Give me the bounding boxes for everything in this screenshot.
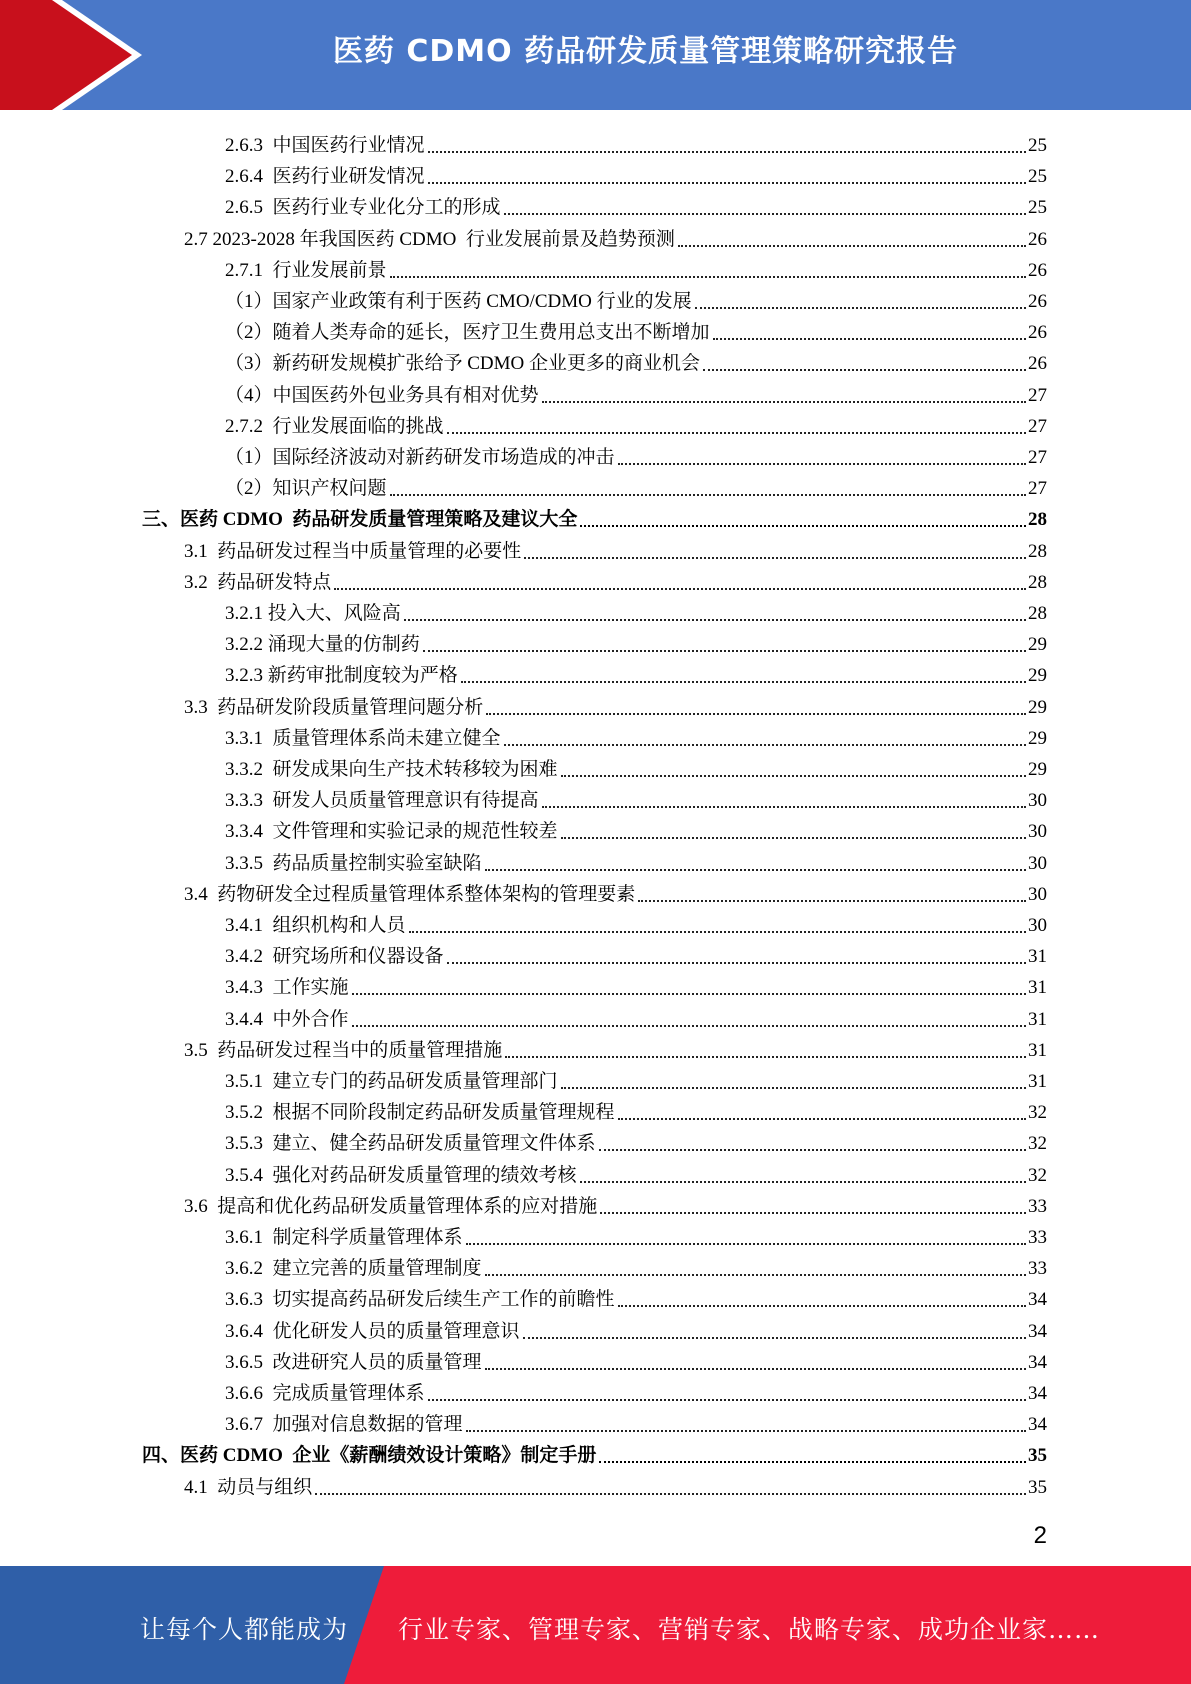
toc-entry[interactable] (225, 1157, 1047, 1187)
toc-entry-page: 31 (1028, 1071, 1047, 1092)
toc-entry-label: 3.2.1 投入大、风险高 (225, 603, 401, 624)
report-title: 医药 CDMO 药品研发质量管理策略研究报告 (332, 34, 959, 69)
toc-leader-dots (580, 525, 1026, 527)
toc-entry-page: 29 (1028, 696, 1047, 718)
toc-leader-dots (352, 1025, 1026, 1027)
toc-leader-dots (423, 650, 1026, 652)
toc-leader-dots (390, 276, 1026, 278)
toc-leader-dots (542, 401, 1026, 403)
toc-entry-page: 29 (1028, 634, 1047, 656)
toc-entry-page: 30 (1028, 821, 1047, 843)
toc-entry-label: 3.6.3 切实提高药品研发后续生产工作的前瞻性 (225, 1289, 615, 1311)
toc-leader-dots (466, 1430, 1026, 1432)
toc-entry-page: 30 (1028, 915, 1047, 936)
toc-entry-page: 27 (1028, 478, 1047, 500)
toc-leader-dots (315, 1493, 1026, 1495)
toc-entry-label: 3.6.2 建立完善的质量管理制度 (225, 1258, 482, 1280)
toc-entry-label: （1）国家产业政策有利于医药 CMO/CDMO 行业的发展 (225, 291, 692, 312)
toc-entry-label: 3.5.2 根据不同阶段制定药品研发质量管理规程 (225, 1102, 615, 1124)
toc-entry[interactable] (225, 252, 1047, 282)
toc-entry-label: 3.5.3 建立、健全药品研发质量管理文件体系 (225, 1133, 596, 1155)
toc-entry[interactable] (225, 408, 1047, 438)
toc-entry-label: 三、医药 CDMO 药品研发质量管理策略及建议大全 (142, 509, 578, 531)
toc-leader-dots (561, 1087, 1026, 1089)
toc-entry-label: 4.1 动员与组织 (184, 1476, 313, 1498)
toc-entry-page: 25 (1028, 197, 1047, 219)
toc-leader-dots (486, 713, 1026, 715)
toc-entry-page: 28 (1028, 603, 1047, 624)
toc-entry-page: 31 (1028, 1008, 1047, 1030)
toc-leader-dots (638, 900, 1026, 902)
toc-leader-dots (713, 338, 1026, 340)
toc-leader-dots (524, 557, 1026, 559)
toc-entry-page: 27 (1028, 384, 1047, 406)
toc-leader-dots (542, 806, 1026, 808)
toc-entry-label: 3.3.5 药品质量控制实验室缺陷 (225, 852, 482, 874)
toc-entry-label: 2.6.5 医药行业专业化分工的形成 (225, 197, 501, 219)
toc-entry-page: 29 (1028, 665, 1047, 687)
toc-entry-label: 3.3.3 研发人员质量管理意识有待提高 (225, 790, 539, 812)
toc-entry-label: 3.2.2 涌现大量的仿制药 (225, 634, 420, 656)
toc-entry-label: 3.3.1 质量管理体系尚未建立健全 (225, 727, 501, 749)
toc-leader-dots (485, 869, 1026, 871)
toc-entry-page: 26 (1028, 228, 1047, 250)
toc-entry-page: 31 (1028, 946, 1047, 968)
toc-entry[interactable] (225, 1125, 1047, 1155)
toc-leader-dots (561, 837, 1026, 839)
toc-leader-dots (505, 1056, 1026, 1058)
toc-entry-page: 32 (1028, 1133, 1047, 1155)
page-footer (0, 1566, 1191, 1684)
toc-entry-page: 25 (1028, 135, 1047, 156)
toc-entry-page: 26 (1028, 259, 1047, 281)
toc-leader-dots (618, 463, 1026, 465)
toc-entry[interactable] (184, 689, 1047, 719)
toc-entry[interactable] (225, 439, 1047, 469)
toc-leader-dots (485, 1368, 1026, 1370)
toc-entry-page: 34 (1028, 1351, 1047, 1373)
toc-entry[interactable] (225, 1281, 1047, 1311)
toc-entry-label: 2.7.2 行业发展面临的挑战 (225, 415, 444, 437)
toc-entry[interactable] (184, 876, 1047, 906)
toc-entry[interactable] (184, 221, 1047, 251)
toc-entry-label: 3.4.4 中外合作 (225, 1008, 349, 1030)
toc-entry-label: 3.6.4 优化研发人员的质量管理意识 (225, 1320, 520, 1342)
toc-entry[interactable] (225, 1375, 1047, 1405)
toc-entry-page: 29 (1028, 759, 1047, 780)
page-number: 2 (1033, 1522, 1047, 1549)
toc-entry[interactable] (225, 782, 1047, 812)
toc-leader-dots (600, 1212, 1026, 1214)
toc-leader-dots (580, 1181, 1026, 1183)
toc-entry-page: 26 (1028, 322, 1047, 344)
toc-entry-page: 34 (1028, 1383, 1047, 1404)
toc-leader-dots (695, 307, 1026, 309)
toc-entry-page: 28 (1028, 540, 1047, 562)
toc-leader-dots (352, 993, 1026, 995)
toc-entry-label: 3.4.1 组织机构和人员 (225, 915, 406, 936)
toc-entry-label: 3.3.4 文件管理和实验记录的规范性较差 (225, 821, 558, 843)
toc-entry-label: （2）知识产权问题 (225, 478, 387, 500)
toc-leader-dots (428, 151, 1026, 153)
toc-entry[interactable] (225, 377, 1047, 407)
toc-entry-page: 27 (1028, 415, 1047, 437)
toc-entry-label: 3.6.5 改进研究人员的质量管理 (225, 1351, 482, 1373)
toc-entry[interactable] (225, 1063, 1047, 1093)
toc-entry[interactable] (225, 283, 1047, 313)
toc-entry[interactable] (184, 533, 1047, 563)
toc-entry-label: 3.6.1 制定科学质量管理体系 (225, 1227, 463, 1248)
toc-entry[interactable] (225, 1001, 1047, 1031)
toc-leader-dots (390, 494, 1026, 496)
toc-entry[interactable] (225, 1219, 1047, 1249)
toc-entry[interactable] (225, 1406, 1047, 1436)
toc-entry-label: 3.2.3 新药审批制度较为严格 (225, 665, 458, 687)
toc-entry-label: 3.5.1 建立专门的药品研发质量管理部门 (225, 1071, 558, 1092)
toc-entry[interactable] (225, 595, 1047, 625)
toc-entry-label: 四、医药 CDMO 企业《薪酬绩效设计策略》制定手册 (142, 1445, 597, 1467)
toc-leader-dots (447, 962, 1026, 964)
toc-entry[interactable] (225, 345, 1047, 375)
toc-entry-page: 32 (1028, 1102, 1047, 1124)
toc-entry[interactable] (142, 1437, 1047, 1467)
toc-entry[interactable] (225, 189, 1047, 219)
toc-entry[interactable] (225, 1344, 1047, 1374)
toc-entry[interactable] (184, 1469, 1047, 1499)
toc-entry-page: 30 (1028, 790, 1047, 812)
toc-leader-dots (485, 1274, 1026, 1276)
toc-entry-label: （2）随着人类寿命的延长，医疗卫生费用总支出不断增加 (225, 322, 710, 344)
toc-entry-label: 3.6.6 完成质量管理体系 (225, 1383, 425, 1404)
toc-leader-dots (599, 1149, 1026, 1151)
toc-leader-dots (561, 775, 1026, 777)
toc-entry-page: 34 (1028, 1320, 1047, 1342)
toc-entry-label: 3.3.2 研发成果向生产技术转移较为困难 (225, 759, 558, 780)
toc-entry[interactable] (225, 657, 1047, 687)
toc-entry-page: 30 (1028, 852, 1047, 874)
toc-entry-label: （1）国际经济波动对新药研发市场造成的冲击 (225, 447, 615, 468)
toc-entry-label: （4）中国医药外包业务具有相对优势 (225, 384, 539, 406)
toc-leader-dots (409, 931, 1026, 933)
toc-entry[interactable] (225, 1313, 1047, 1343)
toc-entry[interactable] (225, 1094, 1047, 1124)
toc-entry-label: 3.2 药品研发特点 (184, 571, 332, 593)
toc-entry-page: 33 (1028, 1195, 1047, 1217)
toc-entry[interactable] (225, 845, 1047, 875)
toc-entry[interactable] (225, 813, 1047, 843)
toc-entry[interactable] (225, 969, 1047, 999)
toc-entry[interactable] (225, 127, 1047, 157)
toc-entry-label: 2.6.3 中国医药行业情况 (225, 135, 425, 156)
toc-entry-label: 3.4 药物研发全过程质量管理体系整体架构的管理要素 (184, 883, 636, 905)
toc-entry-label: 3.5 药品研发过程当中的质量管理措施 (184, 1039, 503, 1061)
toc-entry-page: 26 (1028, 291, 1047, 312)
toc-leader-dots (703, 369, 1026, 371)
toc-leader-dots (466, 1243, 1026, 1245)
toc-leader-dots (618, 1305, 1026, 1307)
toc-entry-page: 32 (1028, 1164, 1047, 1186)
toc-entry-page: 33 (1028, 1227, 1047, 1248)
toc-leader-dots (504, 744, 1026, 746)
toc-leader-dots (618, 1118, 1026, 1120)
toc-entry[interactable] (225, 158, 1047, 188)
toc-leader-dots (504, 213, 1026, 215)
toc-leader-dots (428, 1399, 1026, 1401)
toc-entry[interactable] (225, 938, 1047, 968)
toc-entry-page: 28 (1028, 571, 1047, 593)
toc-entry-label: 2.7 2023-2028 年我国医药 CDMO 行业发展前景及趋势预测 (184, 228, 675, 250)
toc-entry[interactable] (184, 564, 1047, 594)
toc-entry-page: 31 (1028, 977, 1047, 999)
toc-entry-label: 3.6 提高和优化药品研发质量管理体系的应对措施 (184, 1195, 598, 1217)
toc-entry[interactable] (184, 1188, 1047, 1218)
toc-entry[interactable] (225, 314, 1047, 344)
toc-entry-label: 3.5.4 强化对药品研发质量管理的绩效考核 (225, 1164, 577, 1186)
toc-leader-dots (523, 1337, 1026, 1339)
toc-entry-page: 30 (1028, 883, 1047, 905)
toc-entry[interactable] (184, 1032, 1047, 1062)
toc-leader-dots (461, 681, 1026, 683)
toc-entry-page: 31 (1028, 1039, 1047, 1061)
toc-entry-label: 3.4.2 研究场所和仪器设备 (225, 946, 444, 968)
toc-leader-dots (428, 182, 1026, 184)
toc-leader-dots (334, 588, 1026, 590)
toc-entry-page: 29 (1028, 727, 1047, 749)
toc-entry-label: 3.6.7 加强对信息数据的管理 (225, 1414, 463, 1436)
toc-entry-label: （3）新药研发规模扩张给予 CDMO 企业更多的商业机会 (225, 353, 701, 375)
toc-entry[interactable] (225, 470, 1047, 500)
toc-entry-page: 26 (1028, 353, 1047, 375)
toc-entry[interactable] (225, 907, 1047, 937)
report-header (0, 0, 1191, 110)
toc-entry[interactable] (142, 501, 1047, 531)
toc-entry-label: 3.3 药品研发阶段质量管理问题分析 (184, 696, 484, 718)
toc-entry-page: 35 (1028, 1445, 1047, 1467)
toc-entry-label: 3.1 药品研发过程当中质量管理的必要性 (184, 540, 522, 562)
toc-leader-dots (678, 245, 1026, 247)
toc-entry[interactable] (225, 1250, 1047, 1280)
toc-entry-page: 25 (1028, 166, 1047, 188)
toc-entry-label: 3.4.3 工作实施 (225, 977, 349, 999)
toc-entry[interactable] (225, 720, 1047, 750)
toc-entry-page: 35 (1028, 1476, 1047, 1498)
toc-leader-dots (404, 619, 1026, 621)
toc-entry-page: 28 (1028, 509, 1047, 531)
toc-entry[interactable] (225, 626, 1047, 656)
footer-slogan-left: 让每个人都能成为 (140, 1615, 349, 1644)
footer-slogan-right: 行业专家、管理专家、营销专家、战略专家、成功企业家…… (398, 1615, 1101, 1644)
toc-entry-page: 27 (1028, 447, 1047, 468)
toc-leader-dots (599, 1461, 1026, 1463)
toc-entry-label: 2.6.4 医药行业研发情况 (225, 166, 425, 188)
toc-leader-dots (447, 432, 1026, 434)
toc-entry[interactable] (225, 751, 1047, 781)
toc-entry-page: 34 (1028, 1289, 1047, 1311)
toc-entry-label: 2.7.1 行业发展前景 (225, 259, 387, 281)
toc-entry-page: 34 (1028, 1414, 1047, 1436)
toc-entry-page: 33 (1028, 1258, 1047, 1280)
